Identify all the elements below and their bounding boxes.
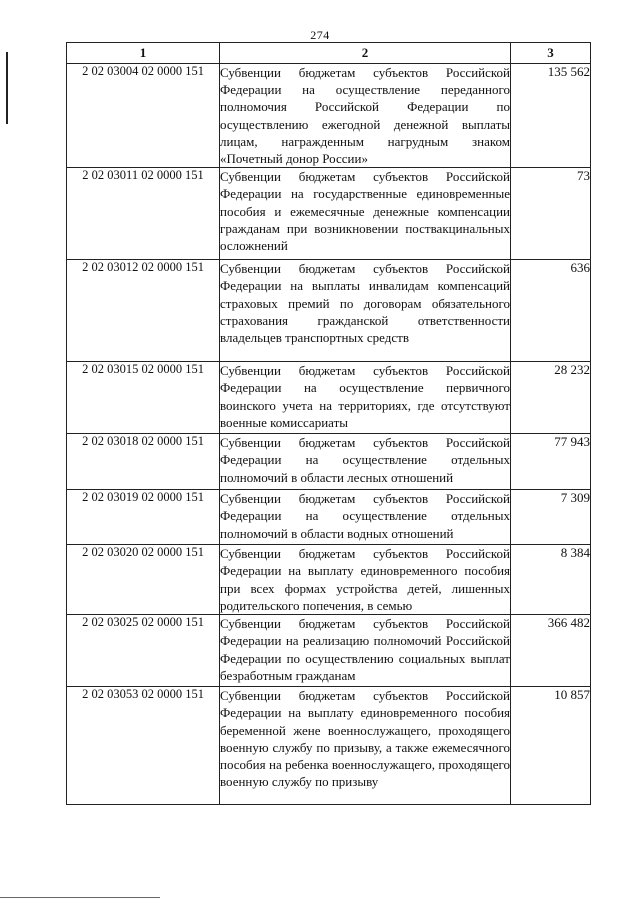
row-description: Субвенции бюджетам субъектов Российской Федерации на осуществление первичного воинского учета на территориях, где отсутствуют военные комиссариаты [220, 362, 511, 434]
margin-mark [6, 52, 8, 124]
row-amount: 636 [511, 260, 591, 362]
budget-table [66, 42, 591, 805]
row-description: Субвенции бюджетам субъектов Российской Федерации на выплаты инвалидам компенсаций страховых премий по договорам обязательного страхования гражданской ответственности владельцев транспортных средств [220, 260, 511, 362]
row-amount: 366 482 [511, 615, 591, 687]
row-description: Субвенции бюджетам субъектов Российской Федерации на осуществление отдельных полномочий в области лесных отношений [220, 434, 511, 490]
column-header-code: 1 [67, 43, 220, 64]
row-description: Субвенции бюджетам субъектов Российской Федерации на выплату единовременного пособия беременной жене военнослужащего, проходящего военную службу по призыву, а также ежемесячного пособия на ребенка военнослужащего, проходящего военную службу по призыву [220, 687, 511, 805]
row-description: Субвенции бюджетам субъектов Российской Федерации на осуществление переданного полномочия Российской Федерации по осуществлению ежегодной денежной выплаты лицам, награжденным нагрудным знаком «Почетный донор России» [220, 65, 510, 167]
row-code: 2 02 03004 02 0000 151 [67, 64, 220, 168]
row-code: 2 02 03011 02 0000 151 [67, 168, 220, 260]
row-code: 2 02 03015 02 0000 151 [67, 362, 220, 434]
table-row [67, 615, 591, 687]
table-row [67, 260, 591, 362]
row-amount: 77 943 [511, 434, 591, 490]
page-number: 274 [310, 28, 330, 42]
row-amount: 8 384 [511, 545, 591, 615]
column-header-description: 2 [220, 43, 511, 64]
row-description: Субвенции бюджетам субъектов Российской Федерации на осуществление отдельных полномочий в области водных отношений [220, 490, 511, 545]
table-row [67, 168, 591, 260]
row-code: 2 02 03053 02 0000 151 [67, 687, 220, 805]
row-description: Субвенции бюджетам субъектов Российской Федерации на реализацию полномочий Российской Федерации по осуществлению социальных выплат безработным гражданам [220, 615, 511, 687]
column-header-amount: 3 [511, 43, 591, 64]
row-description: Субвенции бюджетам субъектов Российской Федерации на выплату единовременного пособия при всех формах устройства детей, лишенных родительского попечения, в семью [220, 546, 510, 613]
row-description: Субвенции бюджетам субъектов Российской Федерации на государственные единовременные пособия и ежемесячные денежные компенсации гражданам при возникновении поствакцинальных осложнений [220, 168, 511, 260]
footer-rule [0, 897, 160, 898]
table-row [67, 545, 591, 615]
table-row [67, 490, 591, 545]
row-amount: 73 [511, 168, 591, 260]
row-amount: 135 562 [511, 64, 591, 168]
row-amount: 7 309 [511, 490, 591, 545]
row-amount: 10 857 [511, 687, 591, 805]
table-row [67, 687, 591, 805]
table-row [67, 64, 591, 168]
table-header-row [67, 43, 591, 64]
table-row [67, 434, 591, 490]
row-amount: 28 232 [511, 362, 591, 434]
table-row [67, 362, 591, 434]
row-code: 2 02 03025 02 0000 151 [67, 615, 220, 687]
row-code: 2 02 03012 02 0000 151 [67, 260, 220, 362]
row-code: 2 02 03019 02 0000 151 [67, 490, 220, 545]
row-code: 2 02 03018 02 0000 151 [67, 434, 220, 490]
row-code: 2 02 03020 02 0000 151 [67, 545, 220, 615]
